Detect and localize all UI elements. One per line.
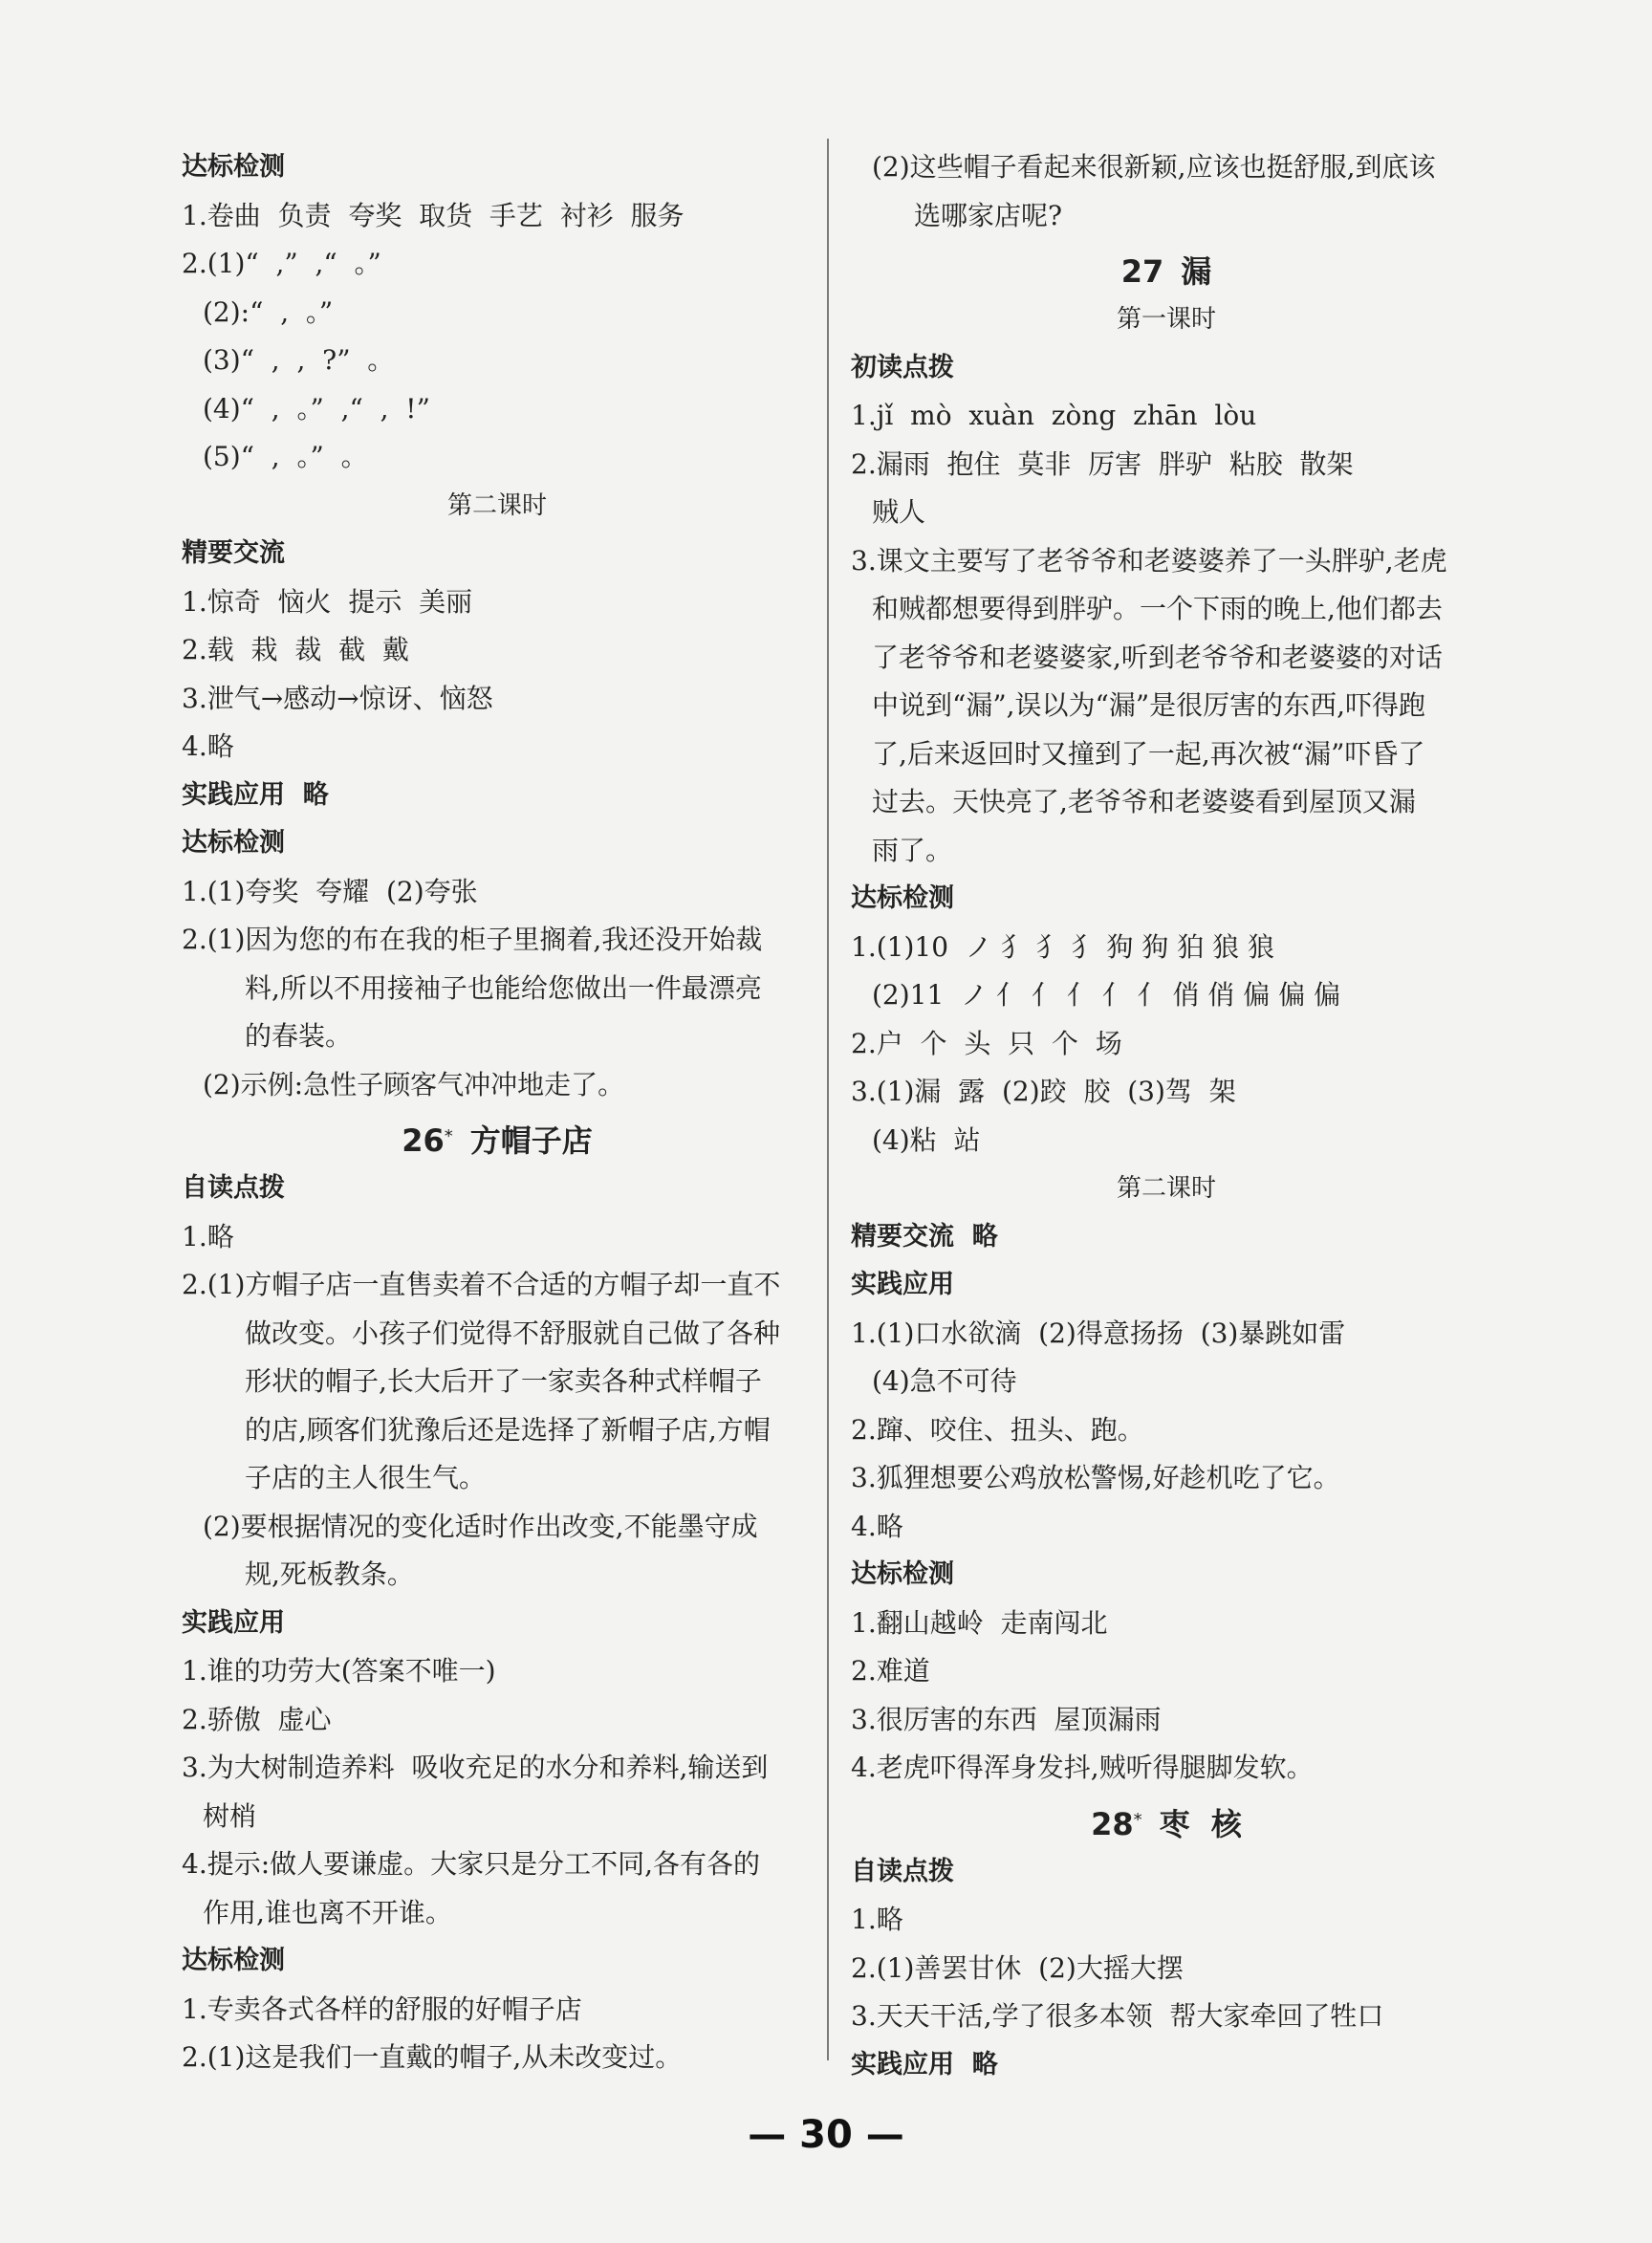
section-heading: 精要交流 略 <box>851 1221 998 1252</box>
answer-line: 1.(1)口水欲滴 (2)得意扬扬 (3)暴跳如雷 <box>851 1317 1346 1349</box>
answer-line: (4)“ , 。” ,“ , !” <box>203 392 430 425</box>
answer-line: 4.老虎吓得浑身发抖,贼听得腿脚发软。 <box>851 1752 1314 1783</box>
lesson-number: 27 <box>1120 253 1164 290</box>
answer-line: 3.天天干活,学了很多本领 帮大家牵回了牲口 <box>851 2000 1384 2032</box>
answer-line: 做改变。小孩子们觉得不舒服就自己做了各种 <box>245 1317 781 1349</box>
answer-line: 2.难道 <box>851 1655 930 1687</box>
answer-line: 3.很厉害的东西 屋顶漏雨 <box>851 1703 1162 1735</box>
section-heading: 达标检测 <box>182 1946 285 1975</box>
lesson-title <box>182 1109 813 1165</box>
answer-line: 2.(1)“ ,” ,“ 。” <box>182 248 381 279</box>
section-heading: 达标检测 <box>182 828 285 858</box>
answer-line: 1.谁的功劳大(答案不唯一) <box>182 1655 496 1687</box>
answer-line: 2.(1)因为您的布在我的柜子里搁着,我还没开始裁 <box>182 924 763 955</box>
answer-line: 1.翻山越岭 走南闯北 <box>851 1606 1108 1639</box>
answer-line: 规,死板教条。 <box>245 1558 414 1590</box>
answer-line: 贼人 <box>872 496 926 528</box>
answer-line: 了老爷爷和老婆婆家,听到老爷爷和老婆婆的对话 <box>872 641 1443 673</box>
answer-line: 选哪家店呢? <box>914 199 1063 231</box>
session-heading: 第一课时 <box>1116 305 1216 334</box>
answer-line: 2.骄傲 虚心 <box>182 1703 332 1735</box>
answer-line: (2)示例:急性子顾客气冲冲地走了。 <box>203 1068 625 1100</box>
answer-line: 过去。天快亮了,老爷爷和老婆婆看到屋顶又漏 <box>872 786 1416 817</box>
answer-line: 2.(1)这是我们一直戴的帽子,从未改变过。 <box>182 2041 683 2073</box>
section-heading: 自读点拨 <box>182 1173 285 1203</box>
answer-line: 3.为大树制造养料 吸收充足的水分和养料,输送到 <box>182 1752 769 1783</box>
answer-line: 2.漏雨 抱住 莫非 厉害 胖驴 粘胶 散架 <box>851 447 1354 480</box>
lesson-name: 枣 核 <box>1159 1805 1242 1842</box>
answer-line: 的店,顾客们犹豫后还是选择了新帽子店,方帽 <box>245 1413 771 1446</box>
answer-line: 1.略 <box>182 1220 234 1252</box>
answer-line: 4.略 <box>851 1510 903 1542</box>
answer-line: (2)这些帽子看起来很新颖,应该也挺舒服,到底该 <box>872 151 1436 183</box>
answer-line: 1.(1)夸奖 夸耀 (2)夸张 <box>182 875 478 907</box>
section-heading: 实践应用 略 <box>182 779 329 810</box>
answer-line: (2)11 ノ 亻 亻 亻 亻 亻 俏 俏 偏 偏 偏 <box>872 979 1341 1011</box>
answer-line: 2.(1)善罢甘休 (2)大摇大摆 <box>851 1951 1184 1984</box>
right-column <box>851 143 1482 2089</box>
session-heading: 第二课时 <box>446 490 547 520</box>
answer-line: 2.(1)方帽子店一直售卖着不合适的方帽子却一直不 <box>182 1269 781 1300</box>
answer-line: 4.略 <box>182 730 234 762</box>
answer-line: 的春装。 <box>245 1020 353 1052</box>
lesson-number: 28 <box>1091 1805 1134 1842</box>
answer-line: (3)“ , , ?” 。 <box>203 344 395 376</box>
lesson-number: 26 <box>402 1122 445 1159</box>
answer-line: 2.载 栽 裁 截 戴 <box>182 634 409 665</box>
answer-line: 中说到“漏”,误以为“漏”是很厉害的东西,吓得跑 <box>872 689 1426 721</box>
answer-line: (2):“ , 。” <box>203 295 334 328</box>
answer-line: 料,所以不用接袖子也能给您做出一件最漂亮 <box>245 971 762 1004</box>
answer-line: 和贼都想要得到胖驴。一个下雨的晚上,他们都去 <box>872 593 1443 624</box>
section-heading: 实践应用 <box>851 1270 954 1299</box>
lesson-name: 方帽子店 <box>469 1122 593 1159</box>
answer-line: 1.惊奇 恼火 提示 美丽 <box>182 585 473 618</box>
section-heading: 初读点拨 <box>851 352 954 382</box>
answer-line: 1.(1)10 ノ 犭 犭 犭 狗 狗 狛 狼 狼 <box>851 930 1275 963</box>
column-divider <box>827 139 829 2060</box>
answer-line: 3.狐狸想要公鸡放松警惕,好趁机吃了它。 <box>851 1462 1340 1493</box>
answer-line: 形状的帽子,长大后开了一家卖各种式样帽子 <box>245 1365 762 1397</box>
answer-line: 1.jǐ mò xuàn zòng zhān lòu <box>851 400 1257 431</box>
section-heading: 自读点拨 <box>851 1856 954 1886</box>
answer-line: 树梢 <box>203 1799 257 1832</box>
answer-line: 3.(1)漏 露 (2)跤 胶 (3)驾 架 <box>851 1076 1236 1107</box>
session-heading: 第二课时 <box>1116 1174 1216 1203</box>
answer-line: 2.蹿、咬住、扭头、跑。 <box>851 1413 1144 1446</box>
section-heading: 精要交流 <box>182 538 285 568</box>
lesson-mark: * <box>444 1126 453 1146</box>
section-heading: 达标检测 <box>182 152 285 182</box>
answer-line: 了,后来返回时又撞到了一起,再次被“漏”吓昏了 <box>872 737 1425 770</box>
answer-line: (4)粘 站 <box>872 1123 981 1156</box>
answer-line: 3.泄气→感动→惊讶、恼怒 <box>182 682 493 714</box>
answer-line: (2)要根据情况的变化适时作出改变,不能墨守成 <box>203 1510 758 1542</box>
answer-line: 子店的主人很生气。 <box>245 1462 487 1493</box>
answer-line: 3.课文主要写了老爷爷和老婆婆养了一头胖驴,老虎 <box>851 544 1447 577</box>
lesson-title <box>851 240 1482 295</box>
answer-line: 1.略 <box>851 1904 903 1935</box>
lesson-name: 漏 <box>1181 253 1212 290</box>
answer-line: (5)“ , 。” 。 <box>203 441 368 472</box>
answer-line: 1.专卖各式各样的舒服的好帽子店 <box>182 1993 582 2025</box>
section-heading: 达标检测 <box>851 1559 954 1589</box>
section-heading: 实践应用 略 <box>851 2049 998 2080</box>
answer-line: 1.卷曲 负责 夸奖 取货 手艺 衬衫 服务 <box>182 199 685 231</box>
answer-line: 作用,谁也离不开谁。 <box>203 1896 452 1928</box>
section-heading: 达标检测 <box>851 883 954 913</box>
section-heading: 实践应用 <box>182 1607 285 1638</box>
left-column <box>182 143 813 2082</box>
lesson-mark: * <box>1133 1809 1142 1830</box>
lesson-title <box>851 1793 1482 1848</box>
answer-line: 雨了。 <box>872 834 953 866</box>
answer-line: 4.提示:做人要谦虚。大家只是分工不同,各有各的 <box>182 1848 761 1880</box>
answer-line: (4)急不可待 <box>872 1365 1017 1397</box>
page-number: — 30 — <box>748 2113 904 2157</box>
answer-line: 2.户 个 头 只 个 场 <box>851 1027 1122 1059</box>
